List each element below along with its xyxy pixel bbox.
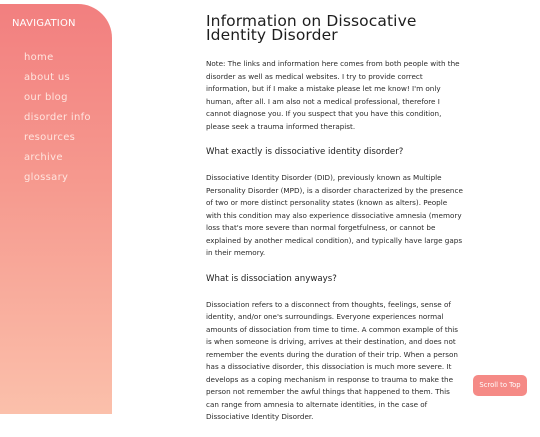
- nav-link-disorder-info[interactable]: disorder info: [24, 112, 91, 123]
- nav-link-home[interactable]: home: [24, 52, 54, 63]
- sidebar-navigation: [0, 4, 112, 414]
- sidebar-item-archive: [24, 145, 112, 165]
- page-title: Information on Dissocative Identity Disorder: [206, 12, 417, 44]
- sidebar-item-glossary: [24, 165, 112, 185]
- navigation-title: NAVIGATION: [12, 18, 76, 29]
- section-heading-what-is-did: What exactly is dissociative identity disorder?: [206, 147, 404, 157]
- nav-link-about-us[interactable]: about us: [24, 72, 70, 83]
- sidebar-item-home: [24, 45, 112, 65]
- disclaimer-note: Note: The links and information here comes from both people with the disorder as well as medical websites. I try to provide correct information, but if I make a mistake please let me know! I'm only human, after all. I am also not a medical professional, therefore I cannot diagnose you. If you suspect that you have this condition, please seek a trauma informed therapist.: [206, 59, 460, 131]
- article-content: [206, 14, 464, 437]
- nav-link-our-blog[interactable]: our blog: [24, 92, 68, 103]
- sidebar-item-our-blog: [24, 85, 112, 105]
- section-body-what-is-dissociation: Dissociation refers to a disconnect from thoughts, feelings, sense of identity, and/or one's surroundings. Everyone experiences normal amounts of dissociation from time to time. A common example of this is when someone is driving, arrives at their destination, and does not remember the events during the duration of their trip. When a person has a dissociative disorder, this dissociation is much more severe. It develops as a coping mechanism in response to trauma to make the person not remember the awful things that happened to them. This can range from amnesia to alternate identities, in the case of Dissociative Identity Disorder.: [206, 299, 459, 421]
- sidebar-item-about-us: [24, 65, 112, 85]
- nav-list: [0, 45, 112, 185]
- sidebar-item-disorder-info: [24, 105, 112, 125]
- scroll-to-top-button[interactable]: Scroll to Top: [473, 375, 527, 396]
- sidebar-item-resources: [24, 125, 112, 145]
- nav-link-resources[interactable]: resources: [24, 132, 76, 143]
- section-body-what-is-did: Dissociative Identity Disorder (DID), previously known as Multiple Personality Disorder (MPD), is a disorder characterized by the presence of two or more distinct personality states (known as alters). People with this condition may also experience dissociative amnesia (memory loss that's more severe than normal forgetfulness, or cannot be explained by another medical condition), and typically have large gaps in their memory.: [206, 173, 463, 257]
- nav-link-archive[interactable]: archive: [24, 152, 63, 163]
- nav-link-glossary[interactable]: glossary: [24, 172, 69, 183]
- section-heading-what-is-dissociation: What is dissociation anyways?: [206, 273, 337, 284]
